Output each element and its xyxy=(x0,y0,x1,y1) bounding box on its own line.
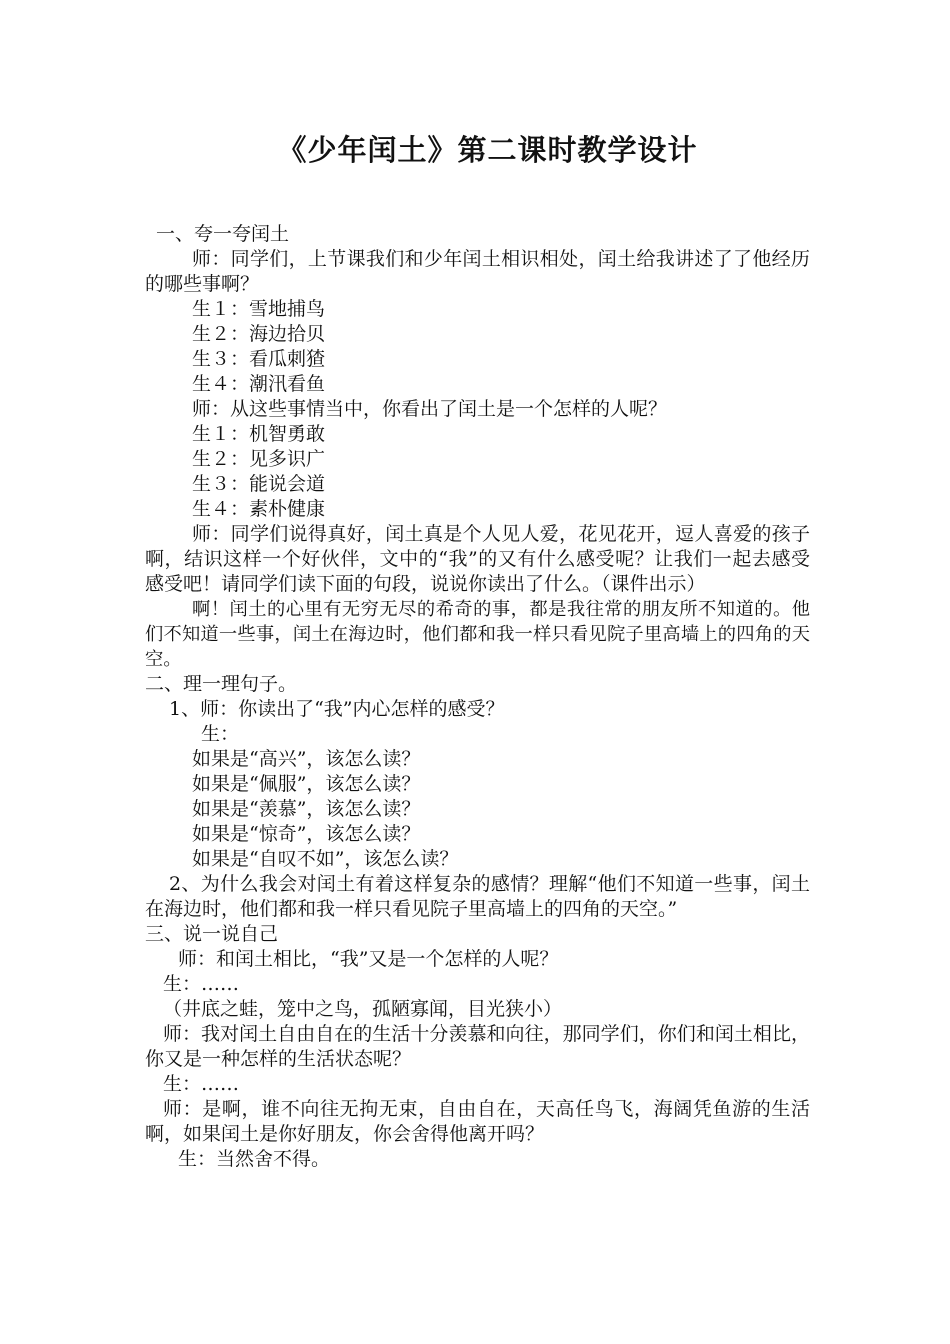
paragraph: 生４：潮汛看鱼 xyxy=(192,373,326,395)
paragraph: 师：是啊，谁不向往无拘无束，自由自在，天高任鸟飞，海阔凭鱼游的生活啊，如果闰土是你好朋友，你会舍得他离开吗？ xyxy=(145,1098,810,1145)
paragraph: 如果是“羡慕”，该怎么读？ xyxy=(192,798,421,820)
paragraph: 生： xyxy=(201,723,240,745)
paragraph: 师：和闰土相比，“我”又是一个怎样的人呢？ xyxy=(178,948,559,970)
paragraph: 生：当然舍不得。 xyxy=(178,1148,331,1170)
paragraph: 生３：看瓜刺猹 xyxy=(192,348,326,370)
paragraph: 生３：能说会道 xyxy=(192,473,326,495)
paragraph: 如果是“高兴”，该怎么读？ xyxy=(192,748,421,770)
paragraph: 生４：素朴健康 xyxy=(192,498,326,520)
quoted-passage: 啊！闰土的心里有无穷无尽的希奇的事，都是我往常的朋友所不知道的。他们不知道一些事，闰土在海边时，他们都和我一样只看见院子里高墙上的四角的天空。 xyxy=(145,599,810,670)
document-body xyxy=(145,222,810,1172)
paragraph: 如果是“自叹不如”，该怎么读？ xyxy=(192,848,459,870)
paragraph: 师：我对闰土自由自在的生活十分羡慕和向往，那同学们，你们和闰土相比，你又是一种怎样的生活状态呢？ xyxy=(145,1023,810,1070)
paragraph: 生２：见多识广 xyxy=(192,448,326,470)
paragraph: 生１：雪地捕鸟 xyxy=(192,298,326,320)
paragraph: （井底之蛙，笼中之鸟，孤陋寡闻，目光狭小） xyxy=(163,998,563,1020)
paragraph: 如果是“佩服”，该怎么读？ xyxy=(192,773,421,795)
paragraph: 师：同学们，上节课我们和少年闰土相识相处，闰土给我讲述了了他经历的哪些事啊？ xyxy=(145,248,810,295)
paragraph: 生１：机智勇敢 xyxy=(192,423,326,445)
section-heading: 一、夸一夸闰土 xyxy=(156,223,290,245)
paragraph: 师：从这些事情当中，你看出了闰土是一个怎样的人呢？ xyxy=(192,398,668,420)
paragraph: 如果是“惊奇”，该怎么读？ xyxy=(192,823,421,845)
page-title: 《少年闰土》第二课时教学设计 xyxy=(277,133,698,167)
paragraph: 2、为什么我会对闰土有着这样复杂的感情？理解“他们不知道一些事，闰土在海边时，他们都和我一样只看见院子里高墙上的四角的天空。” xyxy=(145,873,810,920)
paragraph: 生２：海边拾贝 xyxy=(192,323,326,345)
paragraph: 师：同学们说得真好，闰土真是个人见人爱，花见花开，逗人喜爱的孩子啊，结识这样一个好伙伴，文中的“我”的又有什么感受呢？让我们一起去感受感受吧！请同学们读下面的句段，说说你读出了什么。（课件出示） xyxy=(145,523,810,595)
section-heading: 三、说一说自己 xyxy=(145,923,279,945)
paragraph: 1、师：你读出了“我”内心怎样的感受？ xyxy=(169,698,505,720)
paragraph: 生：…… xyxy=(163,973,240,995)
paragraph: 生：…… xyxy=(163,1073,240,1095)
section-heading: 二、理一理句子。 xyxy=(145,673,298,695)
